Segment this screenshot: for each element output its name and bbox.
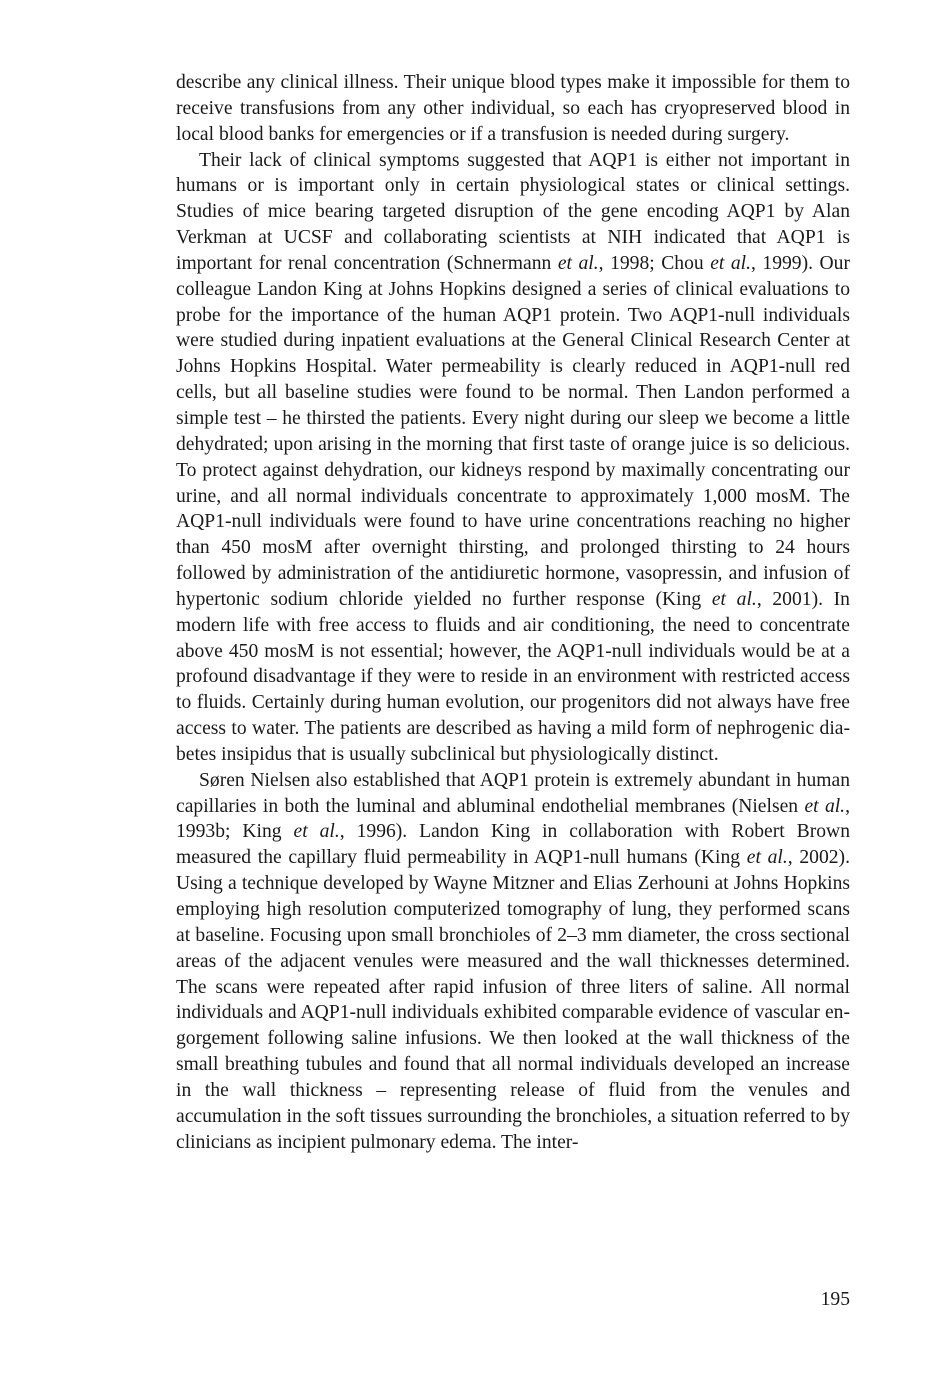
italic-citation: et al. bbox=[293, 821, 340, 843]
text-run: , 1993b; King bbox=[176, 795, 850, 843]
italic-citation: et al. bbox=[710, 252, 751, 274]
page-body bbox=[176, 70, 850, 1155]
paragraph-3 bbox=[176, 768, 850, 1156]
italic-citation: et al. bbox=[804, 795, 846, 817]
italic-citation: et al. bbox=[557, 252, 599, 274]
paragraph-1 bbox=[176, 70, 850, 148]
text-run: Søren Nielsen also established that AQP1 protein is extremely abundant in human capillaries in both the luminal and abluminal endothelial membranes (Nielsen bbox=[176, 769, 850, 817]
text-run: Their lack of clinical symptoms suggested that AQP1 is either not important in humans or is important only in certain physiological states or clinical settings. Studies of mice bearing targeted disruption of the gene encoding AQP1 by Alan Verkman at UCSF and collaborating scientists at NIH indicated that AQP1 is important for renal concentration (Schnermann bbox=[176, 149, 850, 274]
page-number: 195 bbox=[820, 1289, 850, 1310]
text-run: describe any clinical illness. Their unique blood types make it impossible for them to receive transfusions from any other individual, so each has cryopreserved blood in local blood banks for emergencies or if a transfusion is needed during surgery. bbox=[176, 72, 850, 145]
text-run: , 2001). In modern life with free access to fluids and air conditioning, the need to concentrate above 450 mosM is not essential; however, the AQP1-null individuals would be at a profound disadvantage if they were to reside in an environment with restricted access to fluids. Certainly during human evolution, our progenitors did not always have free access to water. The patients are described as having a mild form of nephrogenic diabetes insipidus that is usually subclinical but physiologically distinct. bbox=[176, 588, 850, 765]
paragraph-2 bbox=[176, 148, 850, 768]
text-run: , 1999). Our colleague Landon King at Johns Hopkins designed a series of clinical evaluations to probe for the importance of the human AQP1 protein. Two AQP1-null individuals were studied during inpatient evaluations at the General Clinical Research Center at Johns Hopkins Hospital. Water permeability is clearly reduced in AQP1-null red cells, but all baseline studies were found to be normal. Then Landon performed a simple test – he thirsted the patients. Every night during our sleep we become a little dehydrated; upon arising in the morning that first taste of orange juice is so delicious. To protect against dehydration, our kidneys respond by maximally concentrating our urine, and all normal individuals concentrate to approximately 1,000 mosM. The AQP1-null individuals were found to have urine concentrations reaching no higher than 450 mosM after overnight thirsting, and prolonged thirsting to 24 hours followed by administration of the antidiuretic hormone, vasopressin, and infusion of hypertonic sodium chloride yielded no further response (King bbox=[176, 252, 850, 610]
italic-citation: et al. bbox=[711, 588, 757, 610]
text-run: , 1996). Landon King in collaboration with Robert Brown measured the capillary fluid permeability in AQP1-null humans (King bbox=[176, 821, 850, 869]
italic-citation: et al. bbox=[746, 847, 788, 869]
text-run: , 1998; Chou bbox=[598, 252, 711, 274]
text-run: , 2002). Using a technique developed by Wayne Mitzner and Elias Zerhouni at Johns Hopkins employing high resolution computerized tomography of lung, they performed scans at baseline. Focusing upon small bronchioles of 2–3 mm diameter, the cross sectional areas of the adjacent venules were measured and the wall thicknesses determined. The scans were repeated after rapid infusion of three liters of saline. All normal individuals and AQP1-null individuals exhibited comparable evidence of vascular engorgement following saline infusions. We then looked at the wall thickness of the small breathing tubules and found that all normal individuals developed an increase in the wall thickness – representing release of fluid from the venules and accumulation in the soft tissues surrounding the bronchioles, a situation referred to by clinicians as incipient pulmonary edema. The inter- bbox=[176, 847, 850, 1153]
